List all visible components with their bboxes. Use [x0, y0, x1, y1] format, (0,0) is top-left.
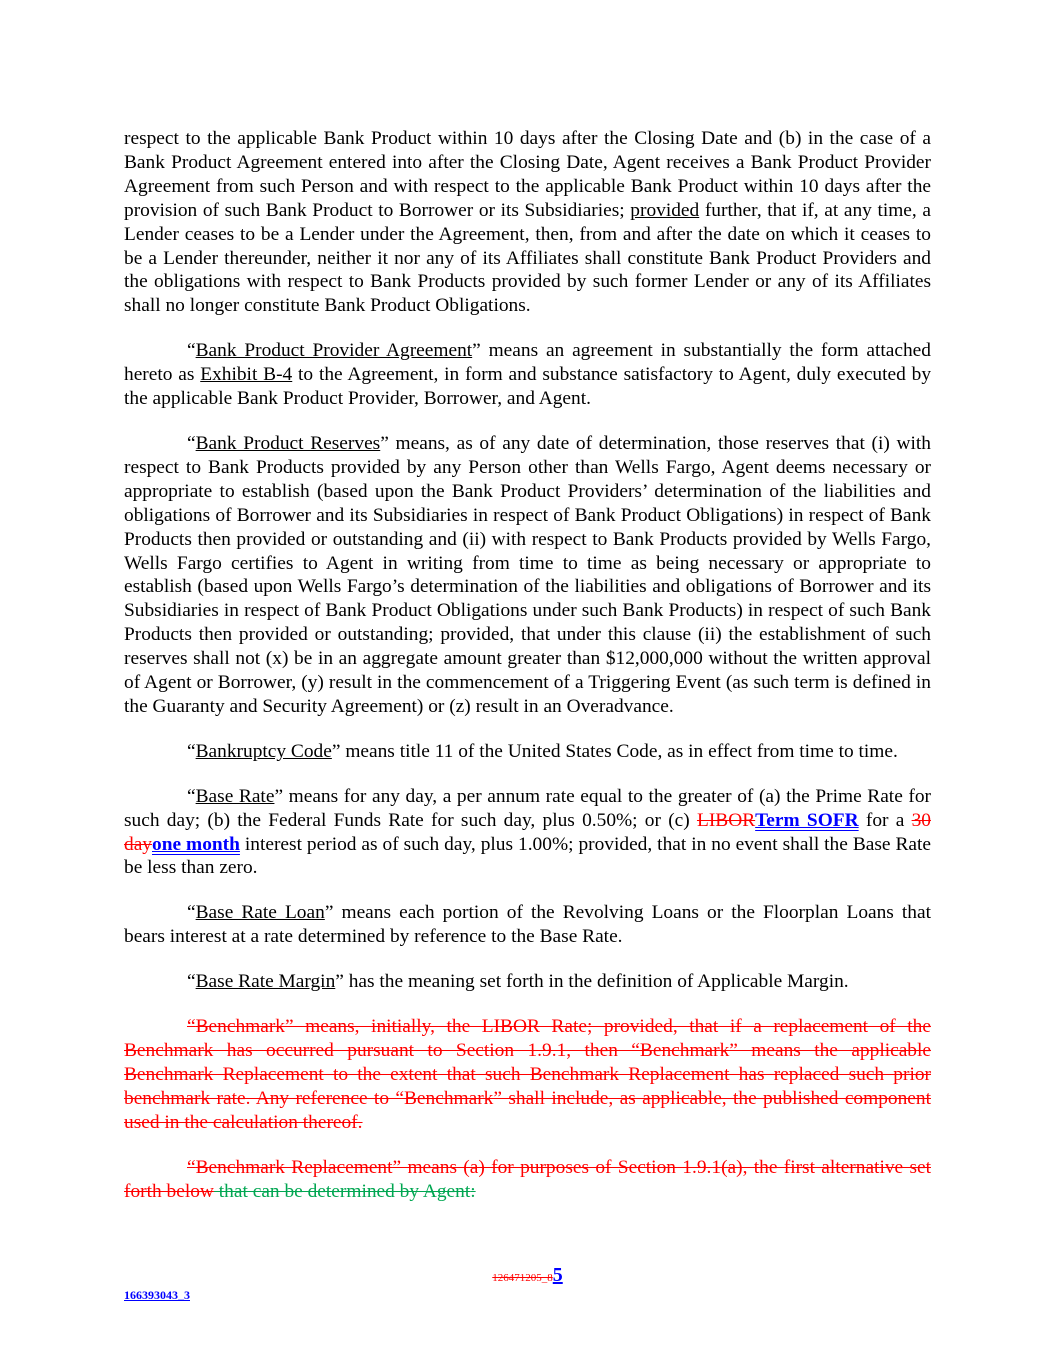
document-body	[124, 127, 931, 1224]
inserted-text: Term SOFR	[755, 809, 859, 831]
defined-term: Base Rate Margin	[195, 971, 336, 993]
definition-benchmark-deleted: “Benchmark” means, initially, the LIBOR Rate; provided, that if a replacement of the Benchmark has occurred pursuant to Section 1.9.1, then “Benchmark” means the applicable Benchmark Replacement to the extent that such Benchmark Replacement has replaced such prior benchmark rate. Any reference to “Benchmark” shall include, as applicable, the published component used in the calculation thereof.	[124, 1016, 931, 1133]
definition-bankruptcy-code: “Bankruptcy Code” means title 11 of the United States Code, as in effect from time to time.	[187, 740, 898, 762]
definition-base-rate: “Base Rate” means for any day, a per annum rate equal to the greater of (a) the Prime Rate for such day; (b) the Federal Funds Rate for such day, plus 0.50%; or (c) LIBORTerm SOFR for a 30 dayone month interest period as of such day, plus 1.00%; provided, that in no event shall the Base Rate be less than zero.	[124, 785, 932, 879]
defined-term: Benchmark Replacement	[195, 1156, 393, 1178]
definition-bank-product-provider-agreement: “Bank Product Provider Agreement” means an agreement in substantially the form attached hereto as Exhibit B-4 to the Agreement, in form and substance satisfactory to Agent, duly executed by the applicable Bank Product Provider, Borrower, and Agent.	[124, 340, 932, 410]
document-id: 166393043_3	[124, 1288, 190, 1302]
deleted-text: LIBOR	[696, 809, 756, 831]
paragraph-text: further, that if, at any time, a Lender ceases to be a Lender under the Agreement, then, from and after the date on which it ceases to be a Lender thereunder, neither it nor any of its Affiliates shall constitute Bank Product Providers and the obligations with respect to Bank Products provided by such former Lender or any of its Affiliates shall no longer constitute Bank Product Obligations.	[124, 199, 931, 317]
defined-term: Bank Product Provider Agreement	[195, 340, 473, 362]
paragraph-text: respect to the applicable Bank Product within 10 days after the Closing Date and (b) in the case of a Bank Product Agreement entered into after the Closing Date, Agent receives a Bank Product Provider Agreement from such Person and with respect to the applicable Bank Product within 10 days after the provision of such Bank Product to Borrower or its Subsidiaries;	[124, 128, 931, 221]
moved-text: that can be determined by Agent	[213, 1180, 471, 1202]
definition-bank-product-reserves: “Bank Product Reserves” means, as of any date of determination, those reserves that (i) with respect to Bank Products provided by any Person other than Wells Fargo, Agent deems necessary or appropriate to establish (based upon the Bank Product Providers’ determination of the liabilities and obligations of Borrower and its Subsidiaries in respect of Bank Product Obligations) in respect of Bank Products then provided or outstanding and (ii) with respect to Bank Products provided by Wells Fargo, Wells Fargo certifies to Agent in writing from time to time as being necessary or appropriate to establish (based upon Wells Fargo’s determination of the liabilities and obligations of Borrower and its Subsidiaries in respect of Bank Product Obligations under such Bank Products) in respect of such Bank Products then provided or outstanding; provided, that under this clause (ii) the establishment of such reserves shall not (x) be in an aggregate amount greater than $12,000,000 without the written approval of Agent or Borrower, (y) result in the commencement of a Triggering Event (as such term is defined in the Guaranty and Security Agreement) or (z) result in an Overadvance.	[124, 432, 931, 717]
page-number: 5	[552, 1264, 563, 1286]
defined-term: Bank Product Reserves	[195, 432, 381, 454]
defined-term: Base Rate Loan	[195, 902, 325, 924]
defined-term: Benchmark	[195, 1016, 285, 1038]
definition-base-rate-loan: “Base Rate Loan” means each portion of the Revolving Loans or the Floorplan Loans that bears interest at a rate determined by reference to the Base Rate.	[124, 902, 931, 948]
exhibit-reference: Exhibit B-4	[200, 364, 293, 386]
deleted-text: 30 day	[124, 809, 931, 855]
defined-term: Base Rate	[195, 785, 275, 807]
definition-benchmark-replacement-deleted: “Benchmark Replacement” means (a) for purposes of Section 1.9.1(a), the first alternative set forth below that can be determined by Agent:	[124, 1156, 931, 1202]
defined-term: Bankruptcy Code	[195, 740, 332, 762]
old-document-id: 126471205_8	[492, 1272, 553, 1284]
paragraph-bank-product-continuation	[124, 127, 931, 318]
page-footer	[0, 1264, 1055, 1287]
provided-term: provided	[630, 199, 700, 221]
inserted-text: one month	[152, 833, 240, 855]
definition-base-rate-margin: “Base Rate Margin” has the meaning set forth in the definition of Applicable Margin.	[187, 971, 849, 993]
